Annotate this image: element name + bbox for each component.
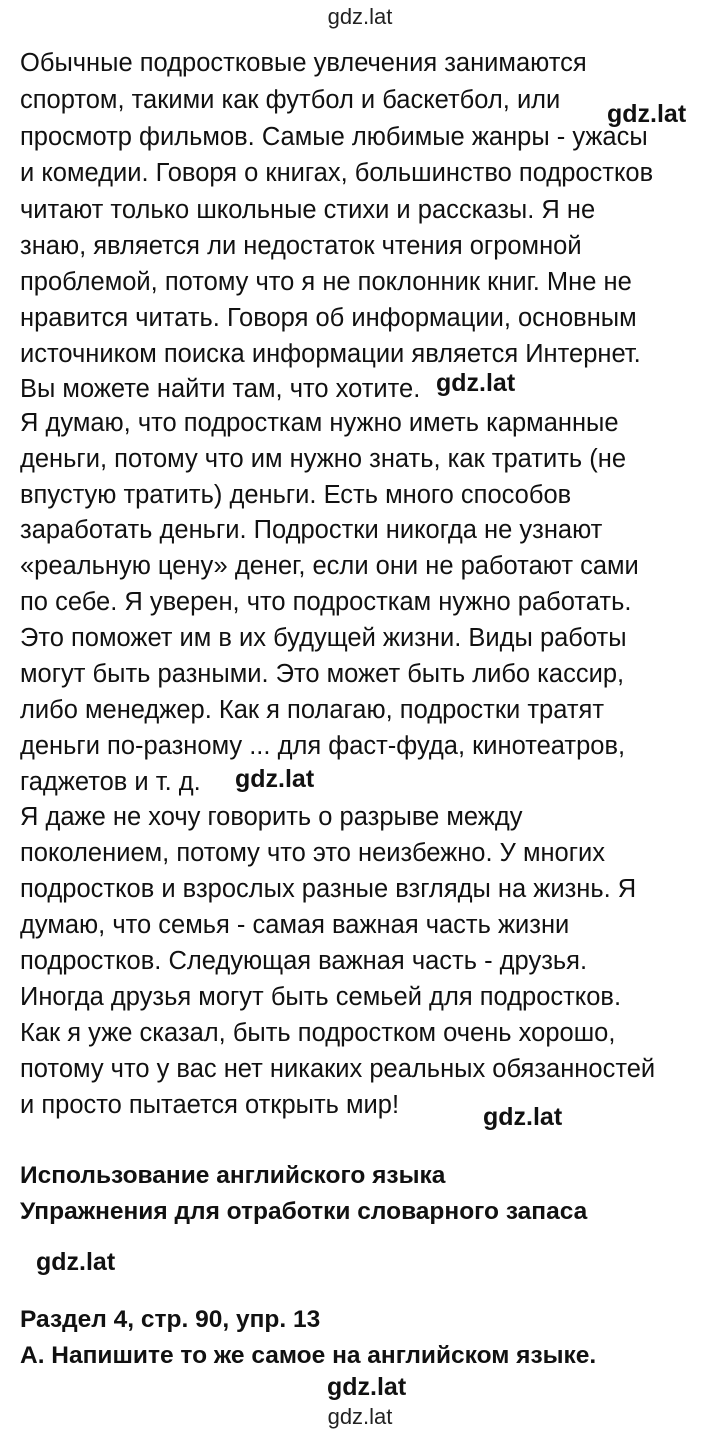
text-line: по себе. Я уверен, что подросткам нужно работать. [20,588,632,616]
text-line: спортом, такими как футбол и баскетбол, или [20,86,561,114]
text-line: либо менеджер. Как я полагаю, подростки тратят [20,696,604,724]
text-line: Иногда друзья могут быть семьей для подростков. [20,983,622,1011]
exercise-reference: Раздел 4, стр. 90, упр. 13 [20,1306,321,1333]
text-line: Я думаю, что подросткам нужно иметь карманные [20,409,619,437]
watermark-inline: gdz.lat [327,1373,407,1401]
text-line: Как я уже сказал, быть подростком очень хорошо, [20,1019,616,1047]
text-line: думаю, что семья - самая важная часть жизни [20,911,570,939]
text-line: знаю, является ли недостаток чтения огромной [20,232,582,260]
watermark-inline: gdz.lat [235,765,315,793]
text-line: Это поможет им в их будущей жизни. Виды работы [20,624,627,652]
text-line: подростков и взрослых разные взгляды на жизнь. Я [20,875,637,903]
task-instruction: A. Напишите то же самое на английском языке. [20,1342,597,1369]
text-line: и комедии. Говоря о книгах, большинство подростков [20,159,654,187]
section-title: Использование английского языка [20,1162,446,1189]
text-line: Я даже не хочу говорить о разрыве между [20,803,523,831]
text-line: деньги по-разному ... для фаст-фуда, кинотеатров, [20,732,626,760]
watermark-inline: gdz.lat [436,369,516,397]
watermark-top: gdz.lat [327,4,393,29]
text-line: просмотр фильмов. Самые любимые жанры - ужасы [20,123,648,151]
text-line: деньги, потому что им нужно знать, как тратить (не [20,445,627,473]
watermark-inline: gdz.lat [36,1248,116,1276]
watermark-bottom: gdz.lat [327,1404,393,1429]
watermark-inline: gdz.lat [483,1103,563,1131]
text-line: Вы можете найти там, что хотите. [20,375,421,403]
text-line: нравится читать. Говоря об информации, основным [20,304,637,332]
text-line: «реальную цену» денег, если они не работают сами [20,552,639,580]
text-line: и просто пытается открыть мир! [20,1091,400,1119]
section-subtitle: Упражнения для отработки словарного запаса [20,1198,588,1225]
text-line: впустую тратить) деньги. Есть много способов [20,481,572,509]
text-line: подростков. Следующая важная часть - друзья. [20,947,588,975]
text-line: Обычные подростковые увлечения занимаются [20,49,587,77]
text-line: поколением, потому что это неизбежно. У многих [20,839,606,867]
text-line: гаджетов и т. д. [20,768,201,796]
text-line: проблемой, потому что я не поклонник книг. Мне не [20,268,632,296]
text-line: заработать деньги. Подростки никогда не узнают [20,516,603,544]
text-line: читают только школьные стихи и рассказы. Я не [20,196,596,224]
watermark-inline: gdz.lat [607,100,687,128]
text-line: могут быть разными. Это может быть либо кассир, [20,660,625,688]
text-line: источником поиска информации является Интернет. [20,340,641,368]
text-line: потому что у вас нет никаких реальных обязанностей [20,1055,656,1083]
